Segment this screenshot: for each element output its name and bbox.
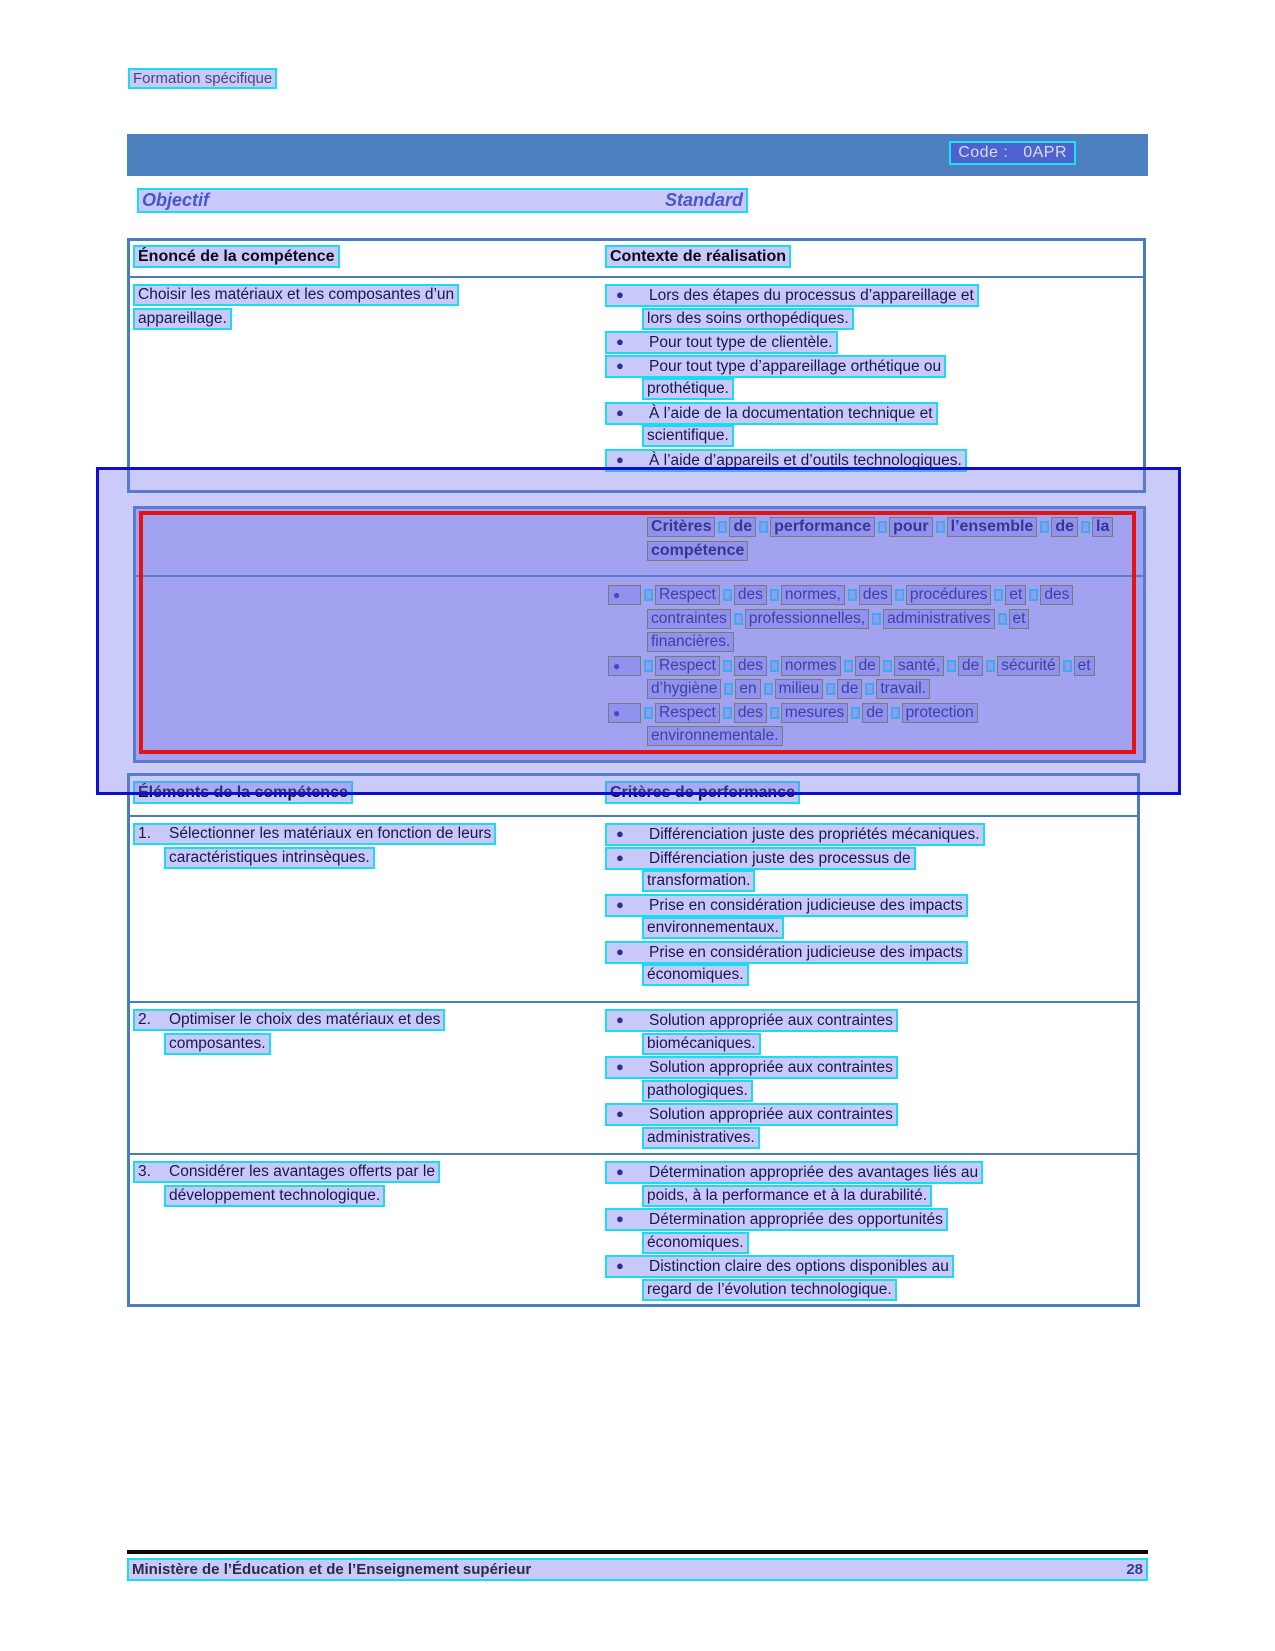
- column-header-elements: Éléments de la compétence: [133, 781, 353, 804]
- word-box: financières.: [647, 632, 734, 652]
- bullet-icon: ●: [616, 1211, 624, 1226]
- text-line: [133, 1161, 605, 1185]
- text-highlight: regard de l’évolution technologique.: [642, 1279, 897, 1301]
- bullet-icon: ●: [616, 404, 624, 420]
- section-label: Formation spécifique: [128, 68, 277, 89]
- space-marker: [723, 707, 732, 719]
- text-highlight: ● À l’aide d’appareils et d’outils technologiques.: [605, 449, 967, 472]
- text-highlight: pathologiques.: [642, 1080, 753, 1102]
- space-marker: [895, 589, 904, 601]
- word-box: des: [734, 585, 767, 605]
- text-line: [647, 517, 1143, 541]
- text-highlight: Choisir les matériaux et les composantes d’un: [133, 284, 459, 306]
- text-highlight: ● Prise en considération judicieuse des impacts: [605, 894, 968, 917]
- text-highlight: ● Prise en considération judicieuse des impacts: [605, 941, 968, 964]
- bullet-icon: ●: [616, 1164, 624, 1179]
- text-line: [647, 609, 1143, 633]
- word-box: des: [734, 656, 767, 676]
- column-header-contexte: Contexte de réalisation: [605, 245, 791, 268]
- elements-table: [127, 773, 1140, 1307]
- space-marker: [986, 660, 995, 672]
- text-line: [608, 585, 1143, 609]
- text-highlight: ● À l’aide de la documentation technique et: [605, 402, 938, 425]
- column-header-criteres: Critères de performance: [605, 781, 800, 804]
- text-line: [605, 402, 1143, 426]
- text-highlight: ● Pour tout type de clientèle.: [605, 331, 838, 354]
- elements-table-header: [130, 776, 1137, 815]
- space-marker: [644, 589, 653, 601]
- item-number: 3.: [138, 1163, 151, 1180]
- space-marker: [883, 660, 892, 672]
- objectif-heading: Objectif: [142, 190, 210, 210]
- word-box: de: [958, 656, 983, 676]
- text-line: [605, 1056, 1137, 1080]
- text-line: [647, 726, 1143, 750]
- word-box: Respect: [655, 585, 720, 605]
- text-line: [164, 847, 605, 871]
- word-box: de: [1051, 517, 1078, 537]
- word-box: la: [1092, 517, 1113, 537]
- bullet-icon: ●: [616, 334, 624, 349]
- text-line: [605, 449, 1143, 473]
- text-line: [642, 1127, 1137, 1151]
- text-line: [642, 964, 1137, 988]
- space-marker: [718, 521, 727, 533]
- bullet-icon: ●: [616, 1059, 624, 1074]
- text-highlight: ● Pour tout type d’appareillage orthétique ou: [605, 355, 946, 378]
- word-box: Critères: [647, 517, 715, 537]
- text-line: [642, 1232, 1137, 1256]
- competence-table-body: [130, 278, 1143, 488]
- empty-cell: [136, 577, 608, 754]
- text-line: [642, 1279, 1137, 1303]
- element-cell: [130, 1155, 605, 1307]
- page-number: 28: [1126, 1561, 1143, 1578]
- text-line: [642, 378, 1143, 402]
- word-box: et: [1074, 656, 1095, 676]
- text-line: [642, 1033, 1137, 1057]
- space-marker: [759, 521, 768, 533]
- text-highlight: développement technologique.: [164, 1185, 385, 1207]
- text-line: [605, 1009, 1137, 1033]
- word-box: mesures: [781, 703, 848, 723]
- standard-heading: Standard: [664, 190, 743, 210]
- space-marker: [764, 683, 773, 695]
- text-highlight: poids, à la performance et à la durabilité.: [642, 1185, 932, 1207]
- text-line: [133, 1009, 605, 1033]
- space-marker: [723, 589, 732, 601]
- text-highlight: ● Solution appropriée aux contraintes: [605, 1056, 898, 1079]
- word-box: des: [1040, 585, 1073, 605]
- text-highlight: caractéristiques intrinsèques.: [164, 847, 375, 869]
- text-highlight: transformation.: [642, 870, 755, 892]
- word-box: protection: [902, 703, 978, 723]
- text-highlight: administratives.: [642, 1127, 760, 1149]
- text-line: [133, 823, 605, 847]
- word-box: travail.: [876, 679, 930, 699]
- column-header-enonce: Énoncé de la compétence: [133, 245, 340, 268]
- text-highlight: économiques.: [642, 964, 749, 986]
- text-line: [605, 355, 1143, 379]
- word-box: normes,: [781, 585, 845, 605]
- word-box: pour: [889, 517, 933, 537]
- text-line: [605, 284, 1143, 308]
- space-marker: [936, 521, 945, 533]
- bullet-icon: ●: [616, 1258, 624, 1273]
- space-marker: [872, 613, 881, 625]
- competence-table-header: [130, 241, 1143, 278]
- table-row: [130, 1153, 1137, 1307]
- space-marker: [644, 660, 653, 672]
- text-line: [133, 284, 605, 308]
- text-highlight: ● Différenciation juste des processus de: [605, 847, 916, 870]
- word-box: de: [729, 517, 756, 537]
- performance-criteria-table: [133, 506, 1146, 763]
- text-line: [164, 1033, 605, 1057]
- space-marker: [770, 707, 779, 719]
- space-marker: [770, 660, 779, 672]
- word-box: l’ensemble: [947, 517, 1038, 537]
- item-number: 1.: [138, 825, 151, 842]
- text-highlight: ● Détermination appropriée des opportunités: [605, 1208, 948, 1231]
- space-marker: [734, 613, 743, 625]
- space-marker: [844, 660, 853, 672]
- bullet-icon: ●: [616, 287, 624, 302]
- space-marker: [994, 589, 1003, 601]
- word-box: en: [735, 679, 760, 699]
- criteria-header-row: [136, 509, 1143, 577]
- word-box: contraintes: [647, 609, 731, 629]
- text-highlight: économiques.: [642, 1232, 749, 1254]
- text-line: [642, 917, 1137, 941]
- space-marker: [1081, 521, 1090, 533]
- bullet-icon: ●: [616, 849, 624, 865]
- text-line: [642, 1185, 1137, 1209]
- objective-standard-row: [137, 188, 748, 213]
- word-box: de: [855, 656, 880, 676]
- text-highlight: biomécaniques.: [642, 1033, 761, 1055]
- word-box: milieu: [775, 679, 823, 699]
- word-box: administratives: [883, 609, 994, 629]
- bullet-icon: ●: [608, 585, 641, 605]
- contexte-cell: [605, 278, 1143, 488]
- space-marker: [848, 589, 857, 601]
- footer: [127, 1558, 1148, 1581]
- criteria-cell: [605, 1003, 1137, 1153]
- criteria-list-cell: [608, 577, 1143, 754]
- word-box: d’hygiène: [647, 679, 721, 699]
- space-marker: [998, 613, 1007, 625]
- text-line: [605, 941, 1137, 965]
- criteria-header-cell: [608, 509, 1143, 575]
- bullet-icon: ●: [616, 896, 624, 912]
- bullet-icon: ●: [608, 703, 641, 723]
- bullet-icon: ●: [616, 451, 624, 467]
- text-highlight: 3. Considérer les avantages offerts par le: [133, 1161, 440, 1183]
- word-box: des: [734, 703, 767, 723]
- text-line: [642, 425, 1143, 449]
- space-marker: [724, 683, 733, 695]
- criteria-cell: [605, 817, 1137, 1001]
- code-badge: Code : 0APR: [949, 141, 1076, 165]
- text-line: [605, 1208, 1137, 1232]
- word-box: de: [837, 679, 862, 699]
- word-box: compétence: [647, 541, 748, 561]
- text-highlight: ● Différenciation juste des propriétés mécaniques.: [605, 823, 985, 846]
- text-line: [605, 1103, 1137, 1127]
- bullet-icon: ●: [616, 943, 624, 959]
- text-line: [605, 894, 1137, 918]
- word-box: procédures: [906, 585, 992, 605]
- text-line: [647, 541, 1143, 565]
- bullet-icon: ●: [616, 1106, 624, 1121]
- word-box: normes: [781, 656, 841, 676]
- text-line: [642, 308, 1143, 332]
- word-box: Respect: [655, 703, 720, 723]
- text-highlight: ● Lors des étapes du processus d’appareillage et: [605, 284, 979, 307]
- bullet-icon: ●: [616, 1012, 624, 1027]
- word-box: des: [859, 585, 892, 605]
- text-highlight: lors des soins orthopédiques.: [642, 308, 854, 330]
- text-line: [642, 1080, 1137, 1104]
- text-highlight: prothétique.: [642, 378, 734, 400]
- text-line: [608, 656, 1143, 680]
- word-box: de: [862, 703, 887, 723]
- text-line: [605, 847, 1137, 871]
- table-row: [130, 815, 1137, 1001]
- text-highlight: ● Solution appropriée aux contraintes: [605, 1009, 898, 1032]
- space-marker: [947, 660, 956, 672]
- criteria-cell: [605, 1155, 1137, 1307]
- title-bar: [127, 134, 1148, 176]
- word-box: environnementale.: [647, 726, 783, 746]
- text-line: [647, 679, 1143, 703]
- elements-table-body: [130, 815, 1137, 1307]
- text-line: [133, 308, 605, 332]
- space-marker: [644, 707, 653, 719]
- element-cell: [130, 1003, 605, 1153]
- text-highlight: scientifique.: [642, 425, 734, 447]
- text-highlight: ● Distinction claire des options disponibles au: [605, 1255, 954, 1278]
- footer-rule: [127, 1550, 1148, 1554]
- word-box: sécurité: [997, 656, 1059, 676]
- word-box: professionnelles,: [745, 609, 869, 629]
- word-box: Respect: [655, 656, 720, 676]
- word-box: et: [1009, 609, 1030, 629]
- text-line: [647, 632, 1143, 656]
- bullet-icon: ●: [608, 656, 641, 676]
- space-marker: [723, 660, 732, 672]
- space-marker: [770, 589, 779, 601]
- table-row: [130, 1001, 1137, 1153]
- item-number: 2.: [138, 1011, 151, 1028]
- word-box: et: [1005, 585, 1026, 605]
- text-line: [605, 331, 1143, 355]
- bullet-icon: ●: [616, 357, 624, 373]
- text-line: [605, 823, 1137, 847]
- text-line: [608, 703, 1143, 727]
- word-box: santé,: [894, 656, 944, 676]
- text-highlight: composantes.: [164, 1033, 271, 1055]
- text-line: [164, 1185, 605, 1209]
- space-marker: [851, 707, 860, 719]
- space-marker: [865, 683, 874, 695]
- text-highlight: environnementaux.: [642, 917, 784, 939]
- competence-table: [127, 238, 1146, 493]
- space-marker: [891, 707, 900, 719]
- criteria-body-row: [136, 577, 1143, 754]
- footer-text: Ministère de l’Éducation et de l’Enseignement supérieur: [132, 1561, 532, 1578]
- space-marker: [1063, 660, 1072, 672]
- text-line: [605, 1255, 1137, 1279]
- enonce-cell: [130, 278, 605, 488]
- space-marker: [1029, 589, 1038, 601]
- space-marker: [878, 521, 887, 533]
- space-marker: [826, 683, 835, 695]
- space-marker: [1040, 521, 1049, 533]
- word-box: performance: [770, 517, 875, 537]
- text-highlight: 2. Optimiser le choix des matériaux et des: [133, 1009, 445, 1031]
- text-line: [642, 870, 1137, 894]
- element-cell: [130, 817, 605, 1001]
- text-highlight: appareillage.: [133, 308, 232, 330]
- text-highlight: ● Solution appropriée aux contraintes: [605, 1103, 898, 1126]
- text-line: [605, 1161, 1137, 1185]
- bullet-icon: ●: [616, 826, 624, 841]
- text-highlight: 1. Sélectionner les matériaux en fonction de leurs: [133, 823, 496, 845]
- empty-cell: [136, 509, 608, 575]
- text-highlight: ● Détermination appropriée des avantages liés au: [605, 1161, 983, 1184]
